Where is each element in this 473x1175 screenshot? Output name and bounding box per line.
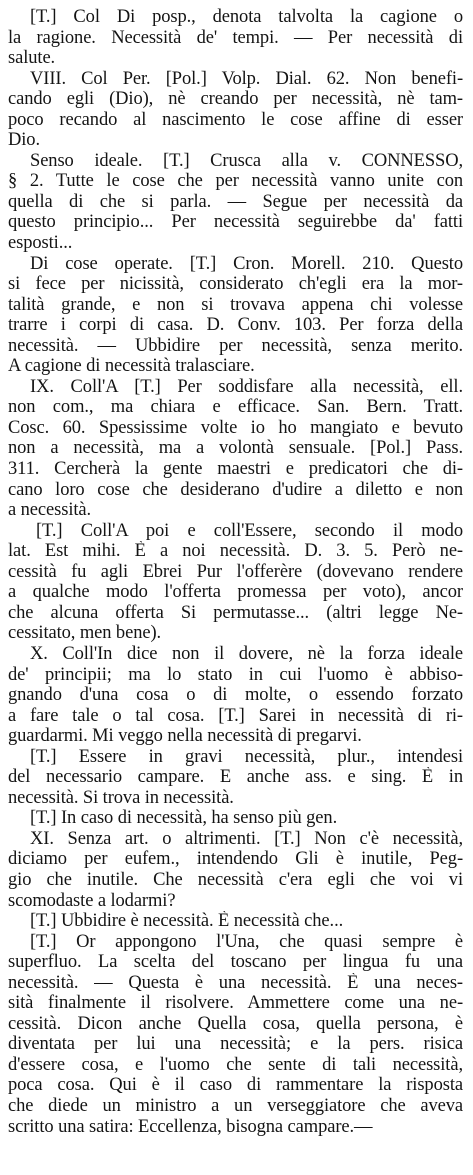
text-line: gnando d'una cosa o di molte, o essendo forzato (8, 685, 463, 706)
text-line: scomodaste a lodarmi? (8, 890, 176, 911)
text-line: trarre i corpi di casa. D. Conv. 103. Per forza della (8, 315, 463, 336)
text-line: XI. Senza art. o altrimenti. [T.] Non c'è necessità, (30, 828, 463, 849)
text-line: VIII. Col Per. [Pol.] Volp. Dial. 62. Non benefi- (30, 68, 463, 89)
text-line: Cosc. 60. Spessissime volte io ho mangiato e bevuto (8, 417, 463, 438)
text-line: che diede un ministro a un verseggiatore che aveva (8, 1095, 463, 1116)
text-line: superfluo. La scelta del toscano per lingua fu una (8, 952, 463, 973)
text-line: X. Coll'In dice non il dovere, nè la forza ideale (30, 643, 463, 664)
text-line: poco recando al nascimento le cose affine di esser (8, 109, 463, 130)
text-line: § 2. Tutte le cose che per necessità vanno unite con (8, 171, 463, 192)
text-line: 311. Cercherà la gente maestri e predicatori che di- (8, 459, 463, 480)
text-line: gio che inutile. Che necessità c'era egli che voi vi (8, 869, 463, 890)
text-line: quella di che si parla. — Segue per necessità da (8, 191, 463, 212)
text-line: d'essere cosa, e l'uomo che sente di tali necessità, (8, 1054, 463, 1075)
text-line: A cagione di necessità tralasciare. (8, 356, 255, 377)
text-line: poca cosa. Qui è il caso di rammentare la risposta (8, 1075, 463, 1096)
text-line: del necessario campare. E anche ass. e sing. È in (8, 767, 463, 788)
text-line: cessità. Dicon anche Quella cosa, quella persona, è (8, 1013, 463, 1034)
text-line: sità finalmente il risolvere. Ammettere come una ne- (8, 993, 463, 1014)
text-line: Di cose operate. [T.] Cron. Morell. 210. Questo (30, 253, 463, 274)
text-line: cano loro cose che desiderano d'udire a diletto e non (8, 479, 463, 500)
text-line: cessità fu agli Ebrei Pur l'offerère (dovevano rendere (8, 561, 463, 582)
text-line: a necessità. (8, 500, 92, 521)
text-line: diciamo per eufem., intendendo Gli è inutile, Peg- (8, 849, 463, 870)
text-line: non com., ma chiara e efficace. San. Bern. Tratt. (8, 397, 463, 418)
text-line: si fece per nicissità, considerato ch'egli era la mor- (8, 274, 463, 295)
text-line: IX. Coll'A [T.] Per soddisfare alla necessità, ell. (30, 376, 463, 397)
text-line: che alcuna offerta Si permutasse... (altri legge Ne- (8, 602, 463, 623)
text-line: necessità. — Ubbidire per necessità, senza merito. (8, 335, 463, 356)
text-line: cando egli (Dio), nè creando per necessità, nè tam- (8, 89, 463, 110)
text-line: esposti... (8, 233, 73, 254)
text-line: cessitato, men bene). (8, 623, 162, 644)
text-line: [T.] Ubbidire è necessità. È necessità che... (30, 911, 344, 932)
text-line: a qualche modo l'offerta promessa per voto), ancor (8, 582, 463, 603)
text-line: [T.] Essere in gravi necessità, plur., intendesi (30, 746, 463, 767)
text-line: [T.] Or appongono l'Una, che quasi sempre è (30, 931, 463, 952)
text-line: salute. (8, 48, 56, 69)
text-line: lat. Est mihi. È a noi necessità. D. 3. 5. Però ne- (8, 541, 463, 562)
text-line: questo principio... Per necessità seguirebbe da' fatti (8, 212, 463, 233)
text-line: [T.] Coll'A poi e coll'Essere, secondo il modo (36, 520, 463, 541)
text-line: de' principii; ma lo stato in cui l'uomo è abbiso- (8, 664, 463, 685)
text-line: la ragione. Necessità de' tempi. — Per necessità di (8, 27, 463, 48)
text-line: necessità. — Questa è una necessità. È una neces- (8, 972, 463, 993)
text-line: [T.] In caso di necessità, ha senso più gen. (30, 808, 338, 829)
text-line: non a necessità, ma a volontà sensuale. [Pol.] Pass. (8, 438, 463, 459)
text-line: [T.] Col Di posp., denota talvolta la cagione o (30, 7, 463, 27)
text-line: talità grande, e non si trovava appena chi volesse (8, 294, 463, 315)
text-line: a fare tale o tal cosa. [T.] Sarei in necessità di ri- (8, 705, 463, 726)
text-line: necessità. Si trova in necessità. (8, 787, 234, 808)
text-line: diventata per lui una necessità; e la pers. risica (8, 1034, 463, 1055)
text-line: Dio. (8, 130, 40, 151)
text-line: guardarmi. Mi veggo nella necessità di pregarvi. (8, 726, 362, 747)
text-line: scritto una satira: Eccellenza, bisogna campare.— (8, 1116, 373, 1137)
text-line: Senso ideale. [T.] Crusca alla v. CONNESSO, (30, 150, 463, 171)
